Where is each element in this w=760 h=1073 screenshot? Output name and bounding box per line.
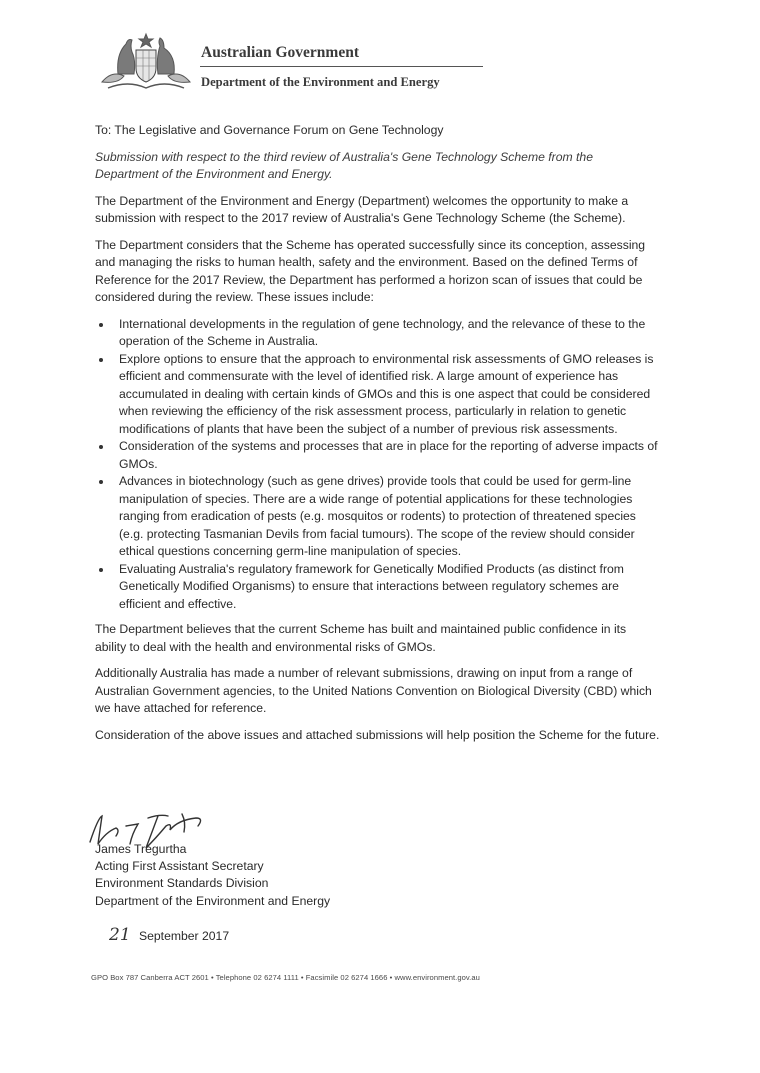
signatory-title: Acting First Assistant Secretary <box>95 859 264 874</box>
paragraph-scheme: The Department considers that the Scheme has operated successfully since its conception, assessing and managing the risks to human health, safety and the environment. Based on the defined Terms of Reference for the 2017 Review, the Department has performed a horizon scan of issues that could be considered during the review. These issues include: <box>95 237 646 304</box>
list-item-text: Consideration of the systems and processes that are in place for the reporting of adverse impacts of GMOs. <box>119 439 658 471</box>
signatory-division: Environment Standards Division <box>95 876 269 891</box>
date-month-year: September 2017 <box>139 929 230 943</box>
list-item <box>95 438 660 473</box>
signatory-name: James Tregurtha <box>95 842 187 856</box>
bullet-icon <box>99 445 103 449</box>
list-item-text: Explore options to ensure that the approach to environmental risk assessments of GMO releases is efficient and commensurate with the level of identified risk. A large amount of experience has accumulated in dealing with certain kinds of GMOs and this is one aspect that could be considered when reviewing the efficiency of the risk assessment process, particularly in relation to genetic modifications of plants that have been the subject of a number of previous risk assessments. <box>119 351 654 436</box>
bullet-icon <box>99 323 103 327</box>
paragraph-intro: The Department of the Environment and Energy (Department) welcomes the opportunity to make a submission with respect to the 2017 review of Australia's Gene Technology Scheme (the Scheme). <box>95 193 629 225</box>
bullet-icon <box>99 480 103 484</box>
list-item-text: Evaluating Australia's regulatory framework for Genetically Modified Products (as distinct from Genetically Modified Organisms) to ensure that interactions between regulatory schemes are efficient and effective. <box>119 561 624 611</box>
bullet-icon <box>99 358 103 362</box>
letterhead-divider <box>200 66 483 67</box>
issues-list <box>95 316 660 614</box>
signature-block <box>95 841 330 910</box>
list-item-text: Advances in biotechnology (such as gene drives) provide tools that could be used for germ-line manipulation of species. There are a wide range of potential applications for these technologies ranging from eradication of pests (e.g. mosquitos or rodents) to protection of threatened species (e.g. protecting Tasmanian Devils from facial tumours). The scope of the review should consider ethical questions concerning germ-line manipulation of species. <box>119 474 636 558</box>
paragraph-confidence: The Department believes that the current Scheme has built and maintained public confidence in its ability to deal with the health and environmental risks of GMOs. <box>95 622 627 654</box>
signatory-department: Department of the Environment and Energy <box>95 893 331 908</box>
coat-of-arms-icon <box>98 30 194 94</box>
contact-footer: GPO Box 787 Canberra ACT 2601 • Telephone 02 6274 1111 • Facsimile 02 6274 1666 • www.environment.gov.au <box>91 973 480 982</box>
subject-line: Submission with respect to the third review of Australia's Gene Technology Scheme from the Department of the Environment and Energy. <box>95 149 593 181</box>
paragraph-submissions: Additionally Australia has made a number of relevant submissions, drawing on input from a range of Australian Government agencies, to the United Nations Convention on Biological Diversity (CBD) which we have attached for reference. <box>95 666 652 715</box>
list-item <box>95 351 660 439</box>
date-day-handwritten: 21 <box>109 925 131 945</box>
list-item <box>95 316 660 351</box>
letter-body <box>95 122 660 744</box>
list-item <box>95 561 660 614</box>
letter-date <box>109 926 229 945</box>
addressee-line: To: The Legislative and Governance Forum on Gene Technology <box>95 123 444 137</box>
paragraph-closing: Consideration of the above issues and attached submissions will help position the Scheme for the future. <box>95 727 660 742</box>
government-title: Australian Government <box>201 44 360 61</box>
list-item-text: International developments in the regulation of gene technology, and the relevance of these to the operation of the Scheme in Australia. <box>119 316 646 348</box>
department-title: Department of the Environment and Energy <box>201 75 440 89</box>
list-item <box>95 473 660 561</box>
bullet-icon <box>99 568 103 572</box>
